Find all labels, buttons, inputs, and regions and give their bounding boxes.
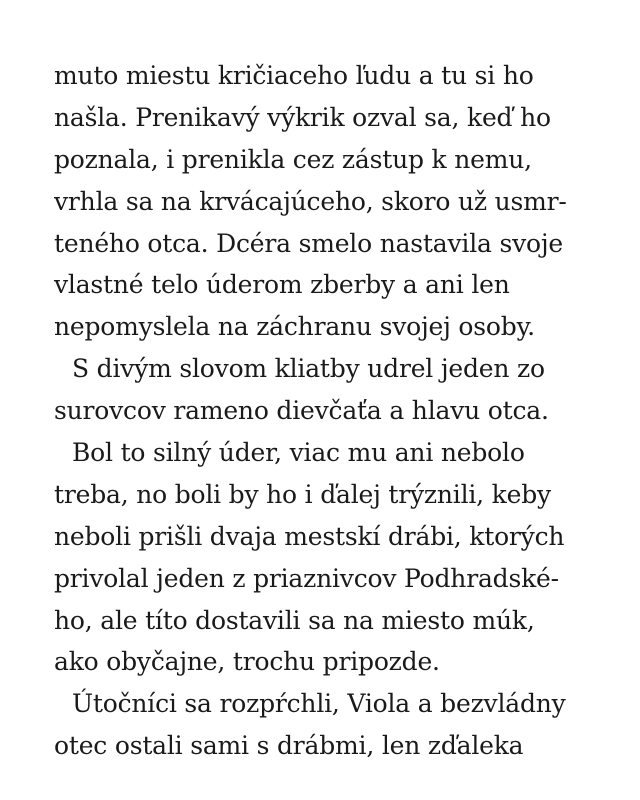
text-line-1: muto miestu kričiaceho ľudu a tu si ho: [54, 61, 534, 90]
text-line-16: Útočníci sa rozpŕchli, Viola a bezvládny: [72, 689, 566, 719]
text-line-8: S divým slovom kliatby udrel jeden zo: [72, 354, 545, 384]
text-line-12: neboli prišli dvaja mestskí drábi, ktorých: [54, 521, 565, 551]
text-line-3: poznala, i prenikla cez zástup k nemu,: [54, 144, 532, 174]
book-page: [54, 55, 614, 767]
text-line-15: ako obyčajne, trochu pripozde.: [54, 647, 440, 677]
text-line-7: nepomyslela na záchranu svojej osoby.: [54, 312, 535, 342]
text-line-2: našla. Prenikavý výkrik ozval sa, keď ho: [54, 102, 551, 132]
text-line-9: surovcov rameno dievčaťa a hlavu otca.: [54, 396, 549, 426]
text-line-13: privolal jeden z priaznivcov Podhradské-: [54, 563, 559, 593]
text-line-4: vrhla sa na krvácajúceho, skoro už usmr-: [54, 186, 567, 216]
text-line-14: ho, ale títo dostavili sa na miesto múk,: [54, 605, 535, 635]
text-line-11: treba, no boli by ho i ďalej trýznili, keby: [54, 479, 551, 509]
text-line-10: Bol to silný úder, viac mu ani nebolo: [72, 438, 525, 468]
text-line-17: otec ostali sami s drábmi, len zďaleka: [54, 731, 524, 761]
text-line-6: vlastné telo úderom zberby a ani len: [54, 270, 510, 300]
text-line-5: teného otca. Dcéra smelo nastavila svoje: [54, 228, 564, 258]
